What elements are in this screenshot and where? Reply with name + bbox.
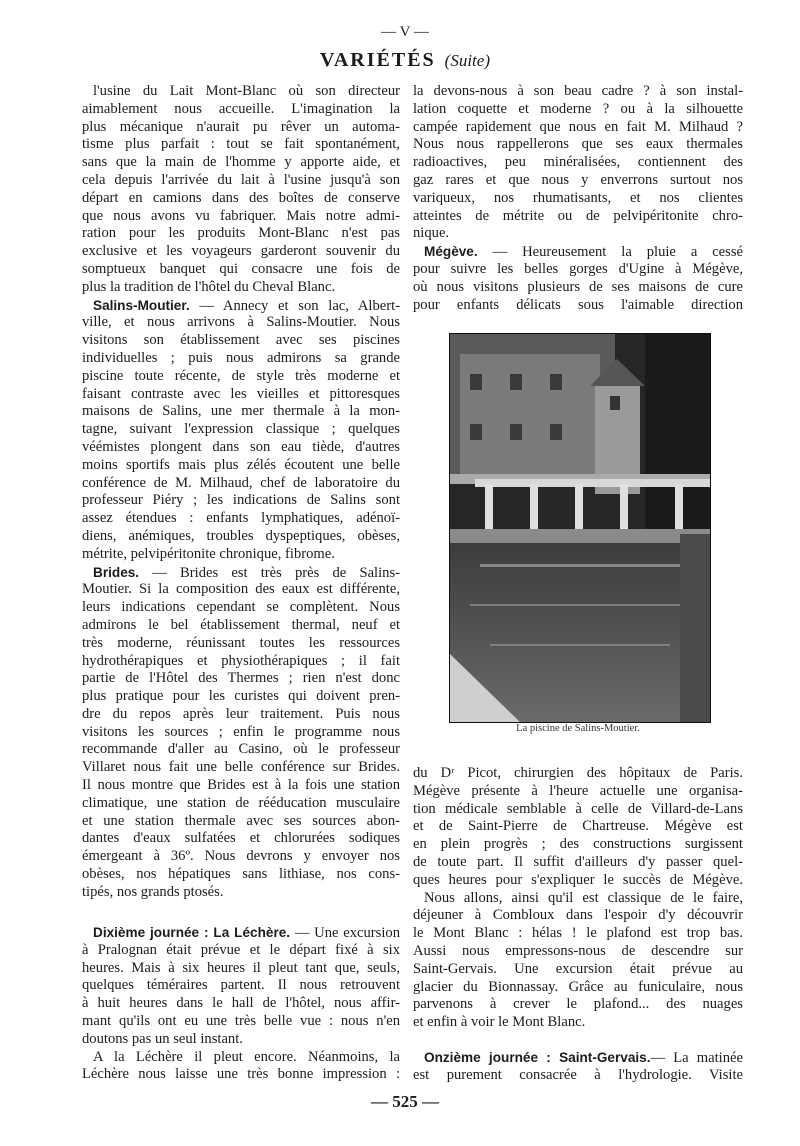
text-line (413, 836, 743, 854)
text-line (82, 403, 400, 421)
text-line (413, 172, 743, 190)
section-number: — V — (381, 24, 429, 40)
photo-image (450, 334, 710, 722)
line-text: parvenons à crever le plafond... des nuages (413, 996, 743, 1013)
line-text: atteintes de métrite ou de pelvipéritonite chro- (413, 207, 743, 224)
text-line (413, 961, 743, 979)
line-text: sans que la main de l'homme y apporte aide, et (82, 154, 400, 171)
line-text: Moutier. Si la composition des eaux est différente, (82, 581, 400, 598)
line-text: pour suivre les belles gorges d'Ugine à Mégève, (413, 260, 743, 277)
text-line (82, 208, 400, 226)
line-text: assez étendues : enfants lymphatiques, adénoï- (82, 510, 400, 527)
text-line (82, 243, 400, 261)
left-column-block-1 (82, 83, 400, 902)
line-text: recommande d'aller au Casino, où le professeur (82, 741, 400, 758)
text-line (82, 960, 400, 978)
line-text: diens, anémiques, troubles dyspeptiques, obèses, (82, 527, 400, 544)
text-line (82, 564, 400, 582)
text-line (82, 101, 400, 119)
line-text: somptueux banquet qui consacre une fois de (82, 260, 400, 277)
text-line (82, 1013, 400, 1031)
section-paragraph (82, 924, 400, 1049)
line-text: et de Saint-Pierre de Chartreuse. Mégève est (413, 818, 743, 835)
text-line (82, 332, 400, 350)
line-text: dantes d'eaux sulfatées et chlorurées sodiques (82, 830, 400, 847)
text-line (413, 943, 743, 961)
line-text: individuelles ; puis nous admirons sa grande (82, 349, 400, 366)
text-line (82, 350, 400, 368)
line-text: glacier du Bionnassay. Grâce au funiculaire, nous (413, 978, 743, 995)
text-line (413, 225, 743, 243)
text-line (413, 854, 743, 872)
line-text: cela depuis l'arrivée du lait à l'usine jusqu'à son (82, 171, 400, 188)
line-text: tagne, suivant l'expression classique ; quelques (82, 421, 400, 438)
line-text: tion médicale semblable à celle de Villard-de-Lans (413, 800, 743, 817)
section-paragraph (82, 564, 400, 902)
text-line (82, 830, 400, 848)
text-line (82, 546, 400, 564)
line-text: campée rapidement que nous en fait M. Milhaud ? (413, 118, 743, 135)
text-line (82, 279, 400, 297)
text-line (82, 581, 400, 599)
line-text: à Pralognan était prévue et le départ fixé à six (82, 941, 400, 958)
line-text: Aussi nous empressons-nous de descendre sur (413, 942, 743, 959)
text-line (82, 866, 400, 884)
paragraph (82, 1049, 400, 1085)
line-text: où nous visitons plusieurs de ses maisons de cure (413, 278, 743, 295)
line-text: variqueux, nos rhumatisants, et nos clientes (413, 189, 743, 206)
text-line (82, 386, 400, 404)
section-paragraph (413, 1049, 743, 1085)
paragraph (82, 83, 400, 297)
text-line (413, 208, 743, 226)
text-line (82, 635, 400, 653)
line-text: ques heures pour s'expliquer le succès de Mégève. (413, 871, 743, 888)
line-text: Nous allons, ainsi qu'il est classique de le faire, (424, 889, 743, 906)
text-line (82, 977, 400, 995)
line-text: quelques téméraires partent. Il nous retrouvent (82, 977, 400, 994)
right-column-block-3 (413, 1049, 743, 1085)
text-line (82, 297, 400, 315)
line-text: Saint-Gervais. Une excursion était prévue au (413, 960, 743, 977)
line-text: nique. (413, 225, 450, 242)
line-text: obèses, nos hépatiques sans lithiase, nos cons- (82, 866, 400, 883)
text-line (413, 996, 743, 1014)
line-text: conférence de M. Milhaud, chef de laboratoire du (82, 474, 400, 491)
text-line (82, 884, 400, 902)
line-text: départ en camions dans des boîtes de conserve (82, 189, 400, 206)
line-text: — Brides est très près de Salins- (139, 564, 400, 581)
line-text: plus pratique pour les curistes qui doivent pren- (82, 688, 400, 705)
text-line (413, 154, 743, 172)
text-line (413, 801, 743, 819)
line-text: radioactives, peu minéralisées, contiennent des (413, 154, 743, 171)
line-text: véémistes plongent dans son eau tiède, d'autres (82, 438, 400, 455)
text-line (82, 136, 400, 154)
paragraph (413, 83, 743, 243)
line-text: métrite, pelvipéritonite chronique, fibrome. (82, 545, 335, 562)
text-line (413, 101, 743, 119)
line-text: que nous avons vu fabriquer. Mais notre admi- (82, 207, 400, 224)
text-line (82, 599, 400, 617)
line-text: piscine toute récente, de style très moderne et (82, 367, 400, 384)
line-text: gaz rares et que nous y enverrons surtout nos (413, 171, 743, 188)
line-text: à huit heures dans le hall de l'hôtel, nous affir- (82, 995, 400, 1012)
text-line (413, 783, 743, 801)
text-line (413, 190, 743, 208)
line-text: en plein progrès ; des constructions surgissent (413, 836, 743, 853)
text-line (413, 297, 743, 315)
text-line (82, 83, 400, 101)
line-text: la devons-nous à son beau cadre ? à son instal- (413, 83, 743, 99)
text-line (82, 190, 400, 208)
text-line (82, 741, 400, 759)
section-paragraph (82, 297, 400, 564)
right-column-block-2 (413, 765, 743, 1032)
pool-photograph (449, 333, 711, 723)
text-line (82, 777, 400, 795)
title-text: VARIÉTÉS (319, 49, 436, 71)
line-text: dre du repos après leur traitement. Puis nous (82, 705, 400, 722)
text-line (82, 492, 400, 510)
text-line (413, 925, 743, 943)
line-text: émergeant à 36º. Nous devrons y envoyer nos (82, 848, 400, 865)
line-text: Il nous montre que Brides est à la fois une station (82, 777, 400, 794)
text-line (413, 1049, 743, 1067)
line-text: mant qu'ils ont eu une très belle vue : nous n'en (82, 1012, 400, 1029)
text-line (82, 314, 400, 332)
text-line (82, 1066, 400, 1084)
text-line (82, 688, 400, 706)
section-heading: Onzième journée : Saint-Gervais. (424, 1050, 651, 1065)
line-text: ville, et nous arrivons à Salins-Moutier. Nous (82, 314, 400, 331)
line-text: Nous nous rappellerons que ses eaux thermales (413, 136, 743, 153)
photo-caption: La piscine de Salins-Moutier. (516, 723, 640, 734)
text-line (82, 706, 400, 724)
text-line (82, 421, 400, 439)
line-text: partie de l'Hôtel des Thermes ; rien n'est donc (82, 670, 400, 687)
right-column-block-1 (413, 83, 743, 314)
line-text: hydrothérapiques et physiothérapiques ; il fait (82, 652, 400, 669)
text-line (413, 83, 743, 101)
line-text: — La matinée (650, 1050, 743, 1066)
text-line (82, 172, 400, 190)
line-text: est purement consacrée à l'hydrologie. Visite (413, 1066, 743, 1083)
section-paragraph (413, 243, 743, 314)
line-text: Villaret nous fait une belle conférence sur Brides. (82, 759, 400, 776)
text-line (413, 872, 743, 890)
line-text: A la Léchère il pleut encore. Néanmoins, la (93, 1048, 400, 1065)
text-line (82, 813, 400, 831)
text-line (413, 765, 743, 783)
line-text: ration pour les produits Mont-Blanc n'est pas (82, 225, 400, 242)
title-subtitle: (Suite) (444, 51, 490, 70)
section-heading: Dixième journée : La Léchère. (93, 925, 291, 940)
section-heading: Salins-Moutier. (93, 297, 190, 313)
line-text: et une station thermale avec ses sources abon- (82, 812, 400, 829)
page-number: — 525 — (371, 1092, 439, 1111)
line-text: le Mont Blanc : hélas ! le plafond est trop bas. (413, 925, 743, 942)
text-line (413, 1014, 743, 1032)
paragraph (413, 765, 743, 890)
text-line (82, 848, 400, 866)
text-line (82, 1049, 400, 1067)
text-line (82, 724, 400, 742)
line-text: tipés, nos grands ptosés. (82, 883, 224, 900)
line-text: Léchère nous laisse une très bonne impression : (82, 1066, 400, 1083)
line-text: admirons le bel établissement thermal, neuf et (82, 616, 400, 633)
text-line (413, 136, 743, 154)
text-line (82, 795, 400, 813)
line-text: l'usine du Lait Mont-Blanc où son directeur (93, 83, 400, 99)
line-text: lation coquette et moderne ? ou à la silhouette (413, 100, 743, 117)
section-heading: Mégève. (424, 244, 478, 260)
text-line (413, 890, 743, 908)
text-line (82, 942, 400, 960)
text-line (413, 243, 743, 261)
page-title (0, 49, 800, 72)
text-line (82, 225, 400, 243)
text-line (82, 368, 400, 386)
line-text: du Dʳ Picot, chirurgien des hôpitaux de Paris. (413, 765, 743, 781)
text-line (82, 924, 400, 942)
text-line (413, 818, 743, 836)
line-text: déjeuner à Combloux dans l'espoir d'y découvrir (413, 907, 743, 924)
section-heading: Brides. (93, 564, 140, 580)
line-text: — Heureusement la pluie a cessé (477, 244, 743, 261)
text-line (413, 979, 743, 997)
line-text: tisme plus parfait : tout se fait spontanément, (82, 136, 400, 153)
line-text: maisons de Salins, une mer thermale à la mon- (82, 403, 400, 420)
paragraph (413, 890, 743, 1032)
text-line (82, 653, 400, 671)
text-line (82, 510, 400, 528)
text-line (413, 279, 743, 297)
line-text: — Une excursion (290, 925, 400, 941)
text-line (82, 617, 400, 635)
line-text: plus la tradition de l'hôtel du Cheval Blanc. (82, 278, 336, 295)
line-text: professeur Piéry ; les indications de Salins sont (82, 492, 400, 509)
text-line (82, 261, 400, 279)
text-line (82, 528, 400, 546)
line-text: heures. Mais à six heures il pleut tant que, seuls, (82, 959, 400, 976)
line-text: visitons les sources ; enfin le programme nous (82, 723, 400, 740)
line-text: — Annecy et son lac, Albert- (189, 297, 400, 314)
line-text: pour enfants délicats sous l'aimable direction (413, 296, 743, 313)
line-text: de toute part. Il suffit d'ailleurs d'y passer quel- (413, 853, 743, 870)
left-column-block-2 (82, 924, 400, 1084)
text-line (82, 1031, 400, 1049)
text-line (413, 1067, 743, 1085)
text-line (82, 457, 400, 475)
text-line (82, 475, 400, 493)
line-text: Mégève présente à l'heure actuelle une organisa- (413, 782, 743, 799)
line-text: leurs indications cependant se complètent. Nous (82, 599, 400, 616)
text-line (82, 154, 400, 172)
text-line (82, 439, 400, 457)
line-text: climatique, une station de rééducation musculaire (82, 794, 400, 811)
text-line (82, 759, 400, 777)
line-text: visitons son établissement avec ses piscines (82, 332, 400, 349)
text-line (413, 907, 743, 925)
text-line (413, 119, 743, 137)
text-line (82, 670, 400, 688)
text-line (82, 119, 400, 137)
line-text: et enfin à voir le Mont Blanc. (413, 1014, 586, 1031)
line-text: très moderne, réunissant toutes les ressources (82, 634, 400, 651)
text-line (413, 261, 743, 279)
line-text: aimablement nous accueille. L'imagination la (82, 100, 400, 117)
line-text: faisant contraste avec les vieilles et pittoresques (82, 385, 400, 402)
line-text: plus mécanique n'aurait pu rêver un automa- (82, 118, 400, 135)
line-text: moins sportifs mais plus zélés écoutent une belle (82, 456, 400, 473)
text-line (82, 995, 400, 1013)
line-text: doutons pas un seul instant. (82, 1030, 243, 1047)
line-text: exclusive et les voyageurs garderont souvenir du (82, 243, 400, 260)
